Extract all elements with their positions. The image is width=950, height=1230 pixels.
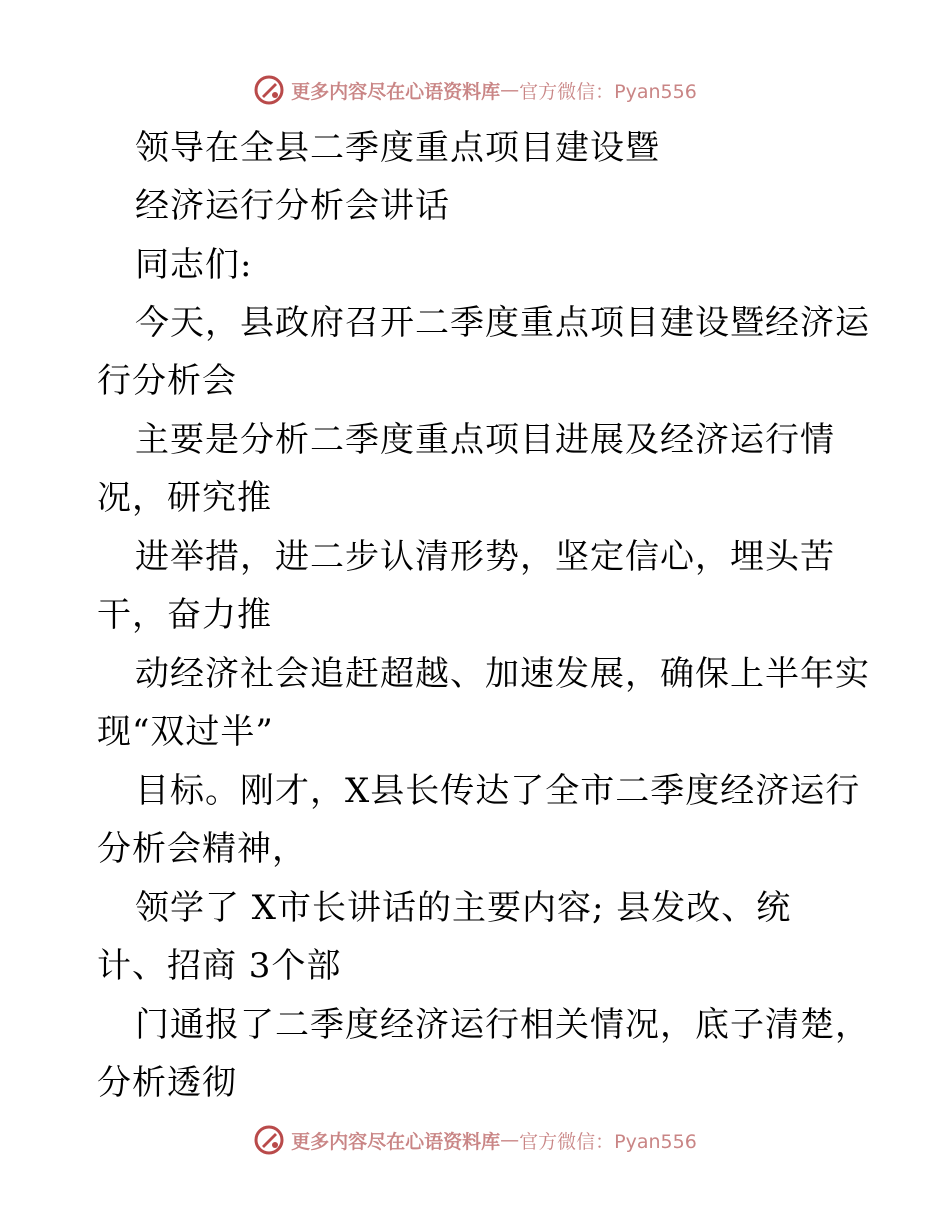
salutation: 同志们: bbox=[135, 245, 253, 285]
footer-watermark bbox=[0, 1120, 950, 1160]
paragraph-line: 今天，县政府召开二季度重点项目建设暨经济运 bbox=[135, 303, 870, 343]
logo-icon bbox=[253, 74, 285, 106]
paragraph-line: 主要是分析二季度重点项目进展及经济运行情 bbox=[135, 420, 835, 460]
paragraph-line: 分析会精神， bbox=[97, 829, 307, 869]
paragraph-line: 计、招商 3个部 bbox=[97, 946, 342, 986]
paragraph-line: 目标。刚才，X县长传达了全市二季度经济运行 bbox=[135, 771, 861, 811]
watermark-brand: 更多内容尽在心语资料库 bbox=[291, 80, 501, 103]
paragraph-line: 况，研究推 bbox=[97, 478, 272, 518]
paragraph-line: 动经济社会追赶超越、加速发展，确保上半年实 bbox=[135, 654, 870, 694]
paragraph-line: 行分析会 bbox=[97, 361, 237, 401]
header-watermark bbox=[0, 70, 950, 110]
watermark-wechat: 官方微信：Pyan556 bbox=[519, 1130, 697, 1153]
watermark-separator: — bbox=[500, 79, 520, 101]
paragraph-line: 分析透彻 bbox=[97, 1063, 237, 1103]
watermark-wechat: 官方微信：Pyan556 bbox=[519, 80, 697, 103]
watermark-separator: — bbox=[500, 1129, 520, 1151]
watermark-brand: 更多内容尽在心语资料库 bbox=[291, 1130, 501, 1153]
paragraph-line: 进举措，进二步认清形势，坚定信心，埋头苦 bbox=[135, 537, 835, 577]
document-title-line-2: 经济运行分析会讲话 bbox=[135, 186, 450, 226]
document-title-line-1: 领导在全县二季度重点项目建设暨 bbox=[135, 128, 660, 168]
paragraph-line: 现“双过半” bbox=[97, 712, 274, 752]
paragraph-line: 干，奋力推 bbox=[97, 595, 272, 635]
paragraph-line: 领学了 X市长讲话的主要内容; 县发改、统 bbox=[135, 888, 792, 928]
logo-icon bbox=[253, 1124, 285, 1156]
paragraph-line: 门通报了二季度经济运行相关情况，底子清楚， bbox=[135, 1005, 870, 1045]
